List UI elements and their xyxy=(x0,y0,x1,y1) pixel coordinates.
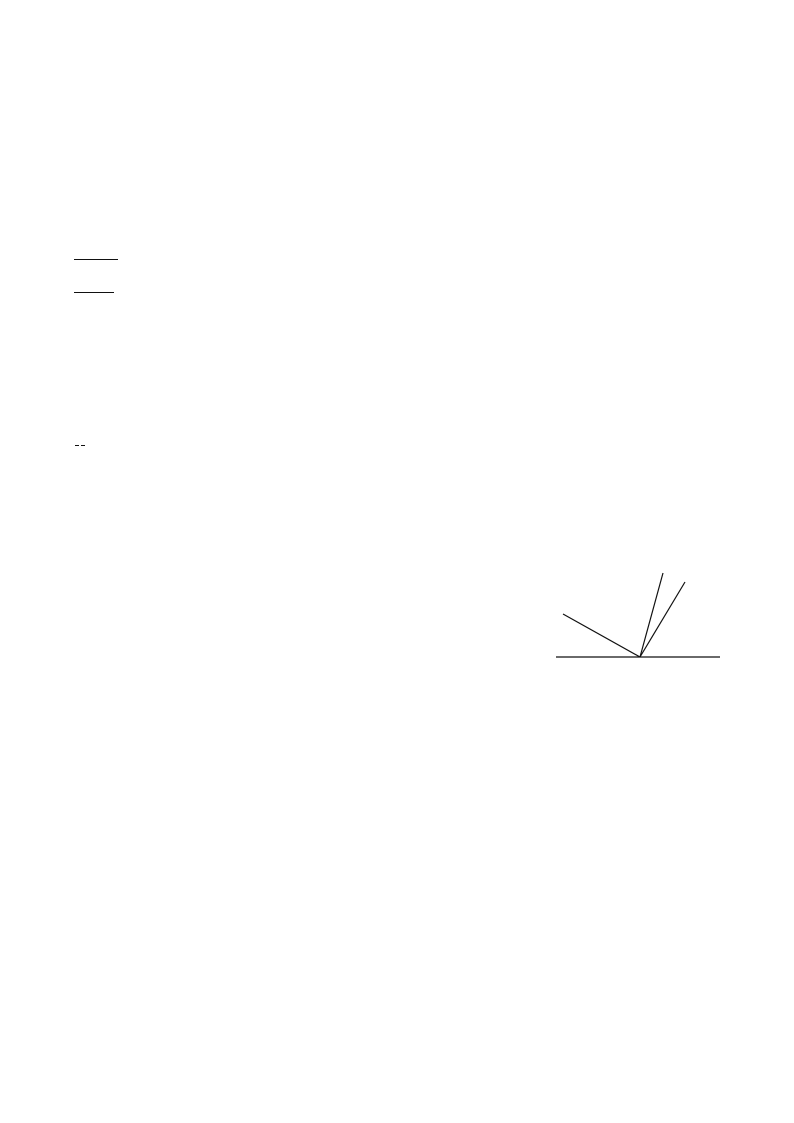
matchstick-triangles-figure xyxy=(68,333,372,397)
fraction-x-over-4 xyxy=(81,445,85,446)
angle-diagram xyxy=(544,556,728,676)
basket-2 xyxy=(318,98,408,184)
strawberry-basket-image xyxy=(402,114,488,184)
q16-line-1 xyxy=(74,278,114,299)
q15-line-2 xyxy=(74,245,118,266)
strawberry-basket-image xyxy=(239,114,325,184)
fraction-numerator xyxy=(75,445,79,446)
answer-blank xyxy=(74,245,118,260)
strawberry-basket-image xyxy=(484,114,570,184)
fraction-x-plus-1-over-2 xyxy=(75,445,79,446)
basket-3 xyxy=(400,98,490,184)
q19-part-2 xyxy=(74,834,80,872)
basket-4 xyxy=(482,98,572,184)
answer-blank xyxy=(74,278,114,293)
basket-1 xyxy=(237,98,327,184)
strawberry-basket-image xyxy=(320,114,406,184)
fraction-numerator xyxy=(81,445,85,446)
q17-line xyxy=(74,432,86,458)
